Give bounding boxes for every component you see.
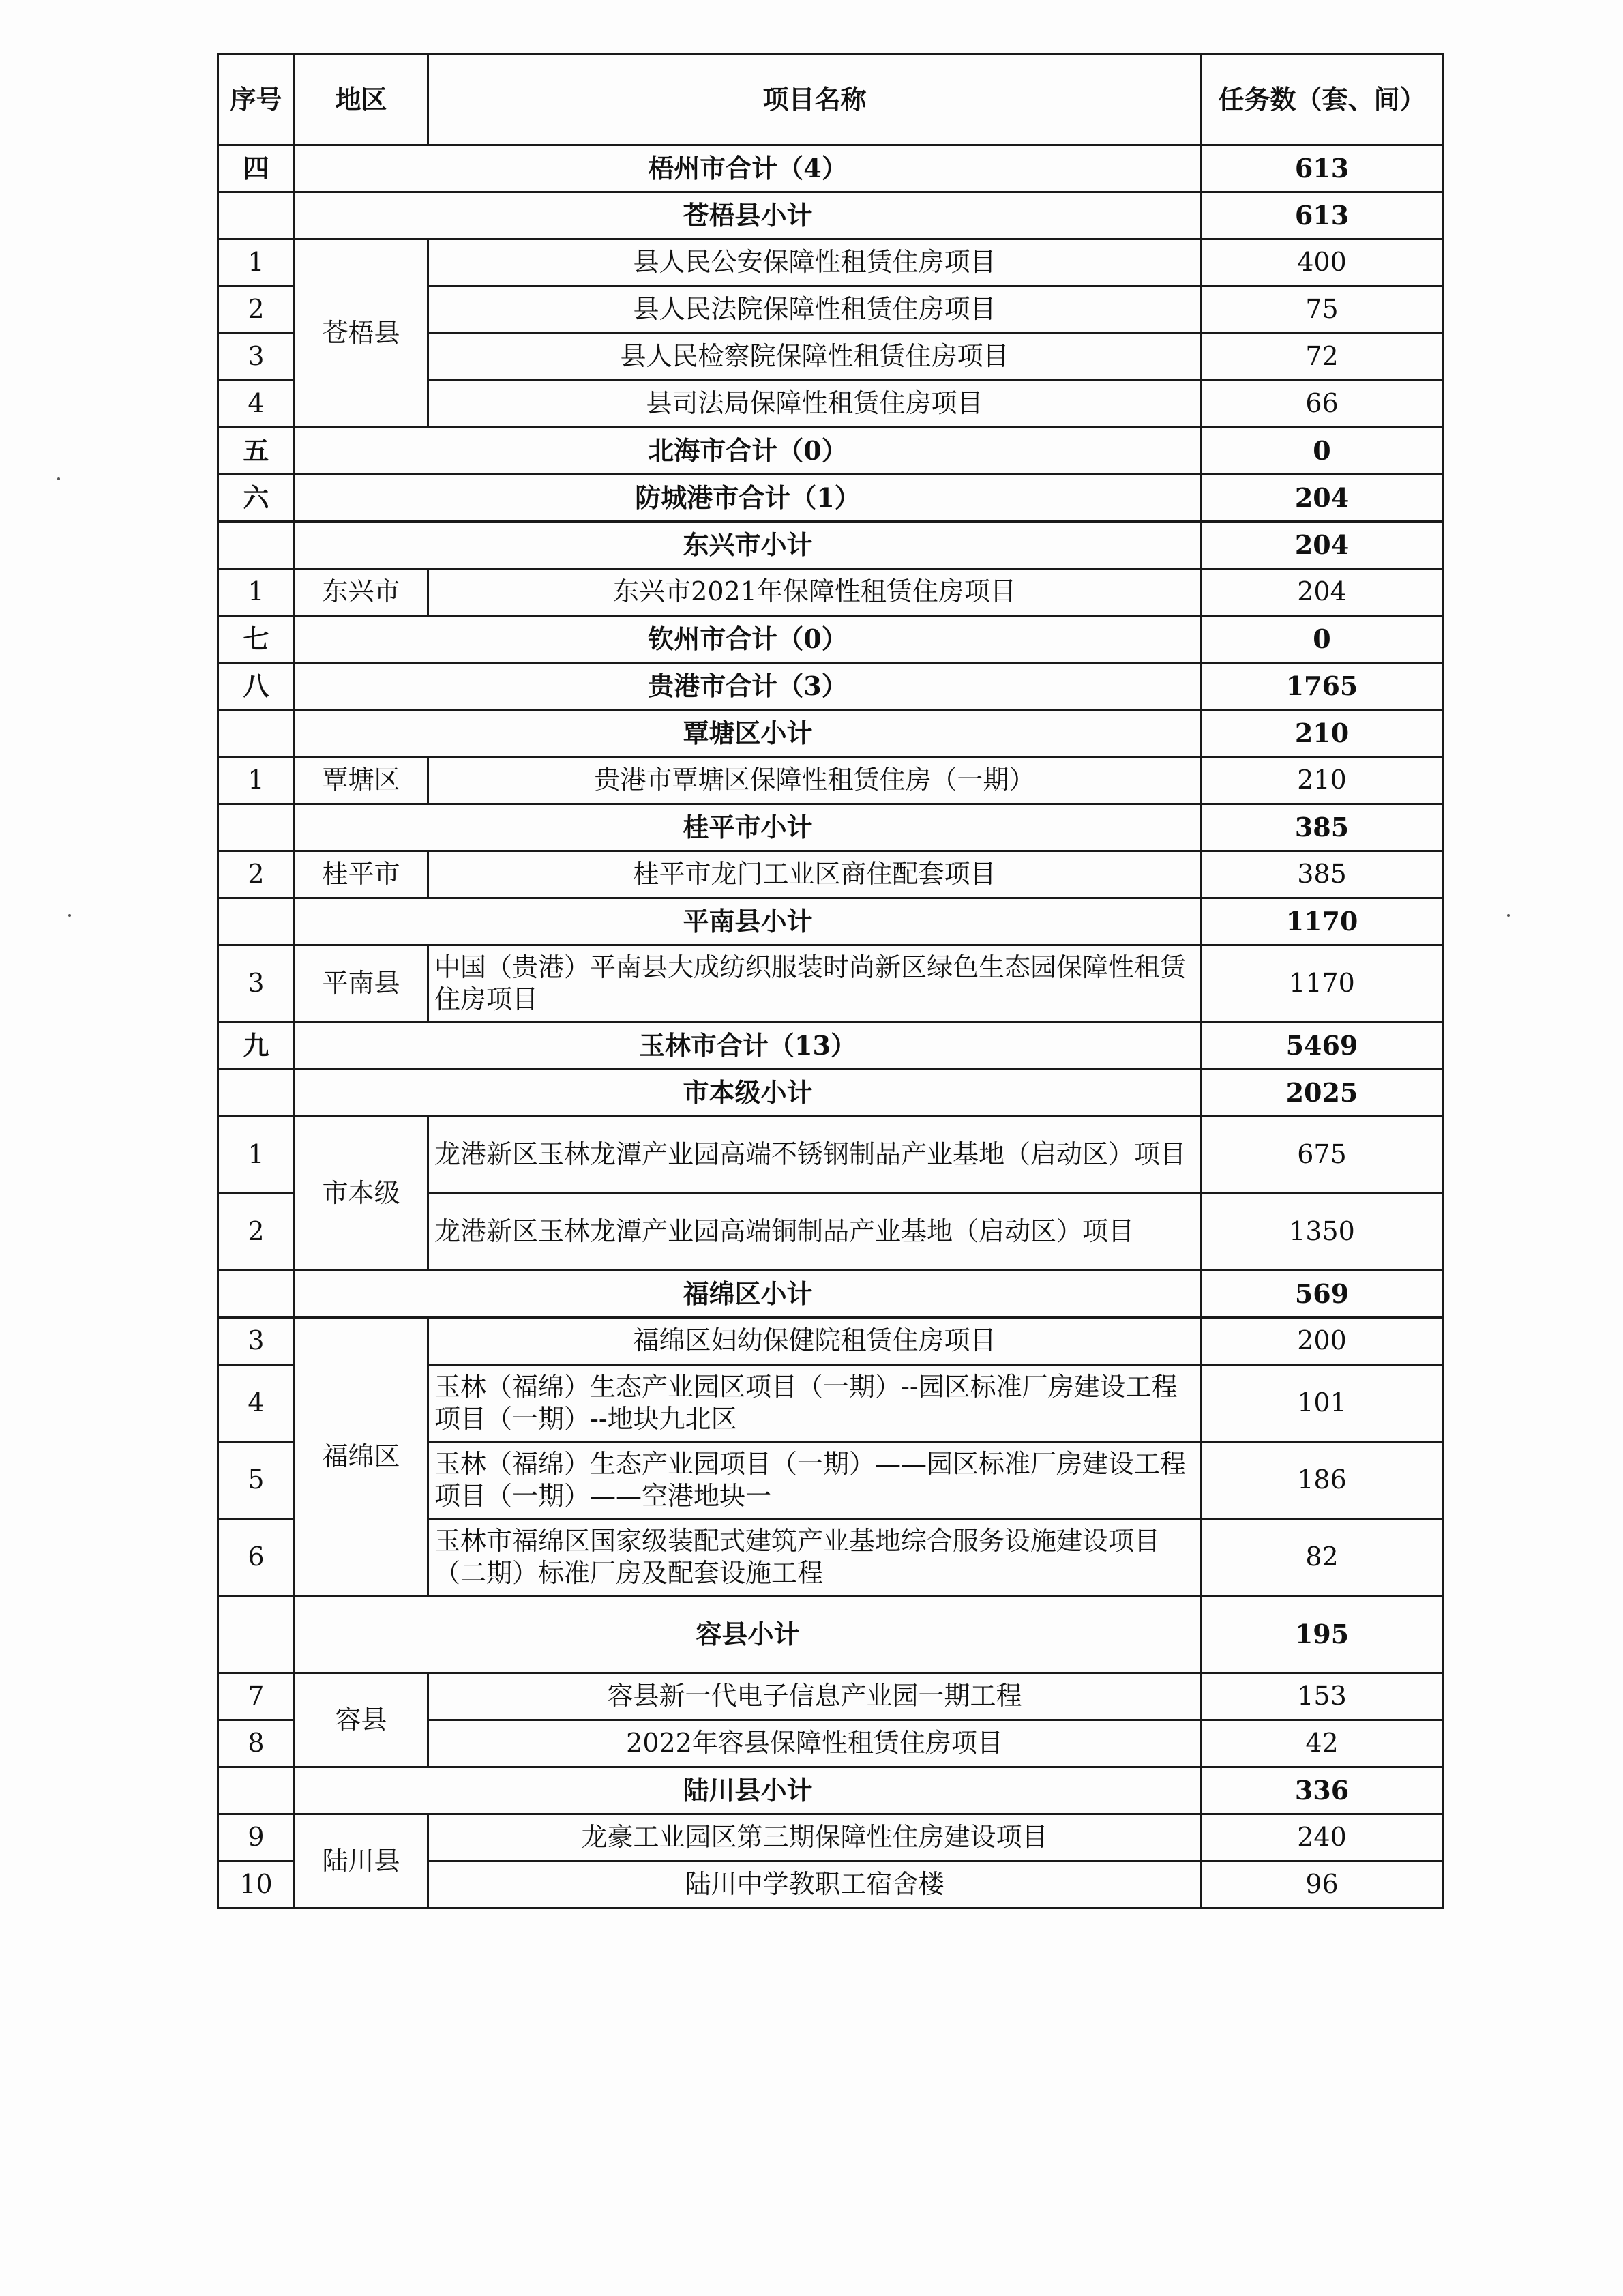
row-count: 1170 [1202, 945, 1443, 1022]
row-seq [218, 522, 295, 569]
row-seq: 6 [218, 1519, 295, 1596]
header-name: 项目名称 [428, 55, 1202, 145]
row-count: 101 [1202, 1365, 1443, 1442]
table-row [218, 569, 1443, 616]
row-name: 梧州市合计（4） [295, 145, 1202, 192]
row-count: 0 [1202, 616, 1443, 663]
row-count: 1170 [1202, 898, 1443, 945]
table-row [218, 1022, 1443, 1070]
table-row [218, 757, 1443, 804]
row-name: 桂平市龙门工业区商住配套项目 [428, 851, 1202, 898]
table-row [218, 710, 1443, 757]
row-count: 385 [1202, 804, 1443, 851]
table-row [218, 945, 1443, 1022]
table-row [218, 145, 1443, 192]
row-region: 苍梧县 [295, 239, 428, 428]
row-count: 1350 [1202, 1194, 1443, 1271]
row-name: 桂平市小计 [295, 804, 1202, 851]
row-region: 市本级 [295, 1117, 428, 1271]
row-count: 66 [1202, 381, 1443, 428]
row-name: 陆川县小计 [295, 1767, 1202, 1814]
row-name: 玉林市福绵区国家级装配式建筑产业基地综合服务设施建设项目（二期）标准厂房及配套设施工程 [428, 1519, 1202, 1596]
scan-speck [57, 477, 60, 480]
row-seq: 四 [218, 145, 295, 192]
row-region: 平南县 [295, 945, 428, 1022]
table-row [218, 898, 1443, 945]
table-row [218, 1673, 1443, 1720]
row-name: 县人民法院保障性租赁住房项目 [428, 286, 1202, 334]
row-region: 桂平市 [295, 851, 428, 898]
row-name: 福绵区小计 [295, 1271, 1202, 1318]
table-row [218, 851, 1443, 898]
table-row [218, 1767, 1443, 1814]
table-row [218, 804, 1443, 851]
row-seq: 2 [218, 1194, 295, 1271]
row-count: 204 [1202, 475, 1443, 522]
row-seq [218, 1767, 295, 1814]
row-seq: 六 [218, 475, 295, 522]
row-seq [218, 1070, 295, 1117]
row-seq: 5 [218, 1442, 295, 1519]
row-count: 210 [1202, 710, 1443, 757]
row-count: 42 [1202, 1720, 1443, 1767]
row-seq: 8 [218, 1720, 295, 1767]
row-count: 204 [1202, 522, 1443, 569]
row-name: 县司法局保障性租赁住房项目 [428, 381, 1202, 428]
row-name: 容县小计 [295, 1596, 1202, 1673]
row-region: 覃塘区 [295, 757, 428, 804]
row-name: 钦州市合计（0） [295, 616, 1202, 663]
table-header [218, 55, 1443, 145]
row-count: 204 [1202, 569, 1443, 616]
row-name: 东兴市2021年保障性租赁住房项目 [428, 569, 1202, 616]
row-count: 336 [1202, 1767, 1443, 1814]
row-name: 贵港市合计（3） [295, 663, 1202, 710]
table-row [218, 192, 1443, 239]
row-seq: 1 [218, 757, 295, 804]
row-name: 龙豪工业园区第三期保障性住房建设项目 [428, 1814, 1202, 1861]
table-row [218, 522, 1443, 569]
row-name: 龙港新区玉林龙潭产业园高端铜制品产业基地（启动区）项目 [428, 1194, 1202, 1271]
row-seq: 10 [218, 1861, 295, 1909]
row-name: 防城港市合计（1） [295, 475, 1202, 522]
row-seq: 3 [218, 945, 295, 1022]
row-count: 195 [1202, 1596, 1443, 1673]
row-count: 5469 [1202, 1022, 1443, 1070]
row-seq: 1 [218, 1117, 295, 1194]
table-row [218, 1271, 1443, 1318]
row-count: 186 [1202, 1442, 1443, 1519]
row-count: 400 [1202, 239, 1443, 286]
row-seq [218, 192, 295, 239]
scan-speck [1507, 914, 1510, 917]
row-count: 1765 [1202, 663, 1443, 710]
header-count: 任务数（套、间） [1202, 55, 1443, 145]
row-name: 覃塘区小计 [295, 710, 1202, 757]
row-name: 玉林（福绵）生态产业园项目（一期）——园区标准厂房建设工程项目（一期）——空港地块一 [428, 1442, 1202, 1519]
row-seq: 八 [218, 663, 295, 710]
row-count: 385 [1202, 851, 1443, 898]
row-count: 82 [1202, 1519, 1443, 1596]
row-name: 玉林市合计（13） [295, 1022, 1202, 1070]
table-row [218, 1814, 1443, 1861]
row-name: 福绵区妇幼保健院租赁住房项目 [428, 1318, 1202, 1365]
row-name: 玉林（福绵）生态产业园区项目（一期）--园区标准厂房建设工程项目（一期）--地块九北区 [428, 1365, 1202, 1442]
row-region: 东兴市 [295, 569, 428, 616]
row-name: 贵港市覃塘区保障性租赁住房（一期） [428, 757, 1202, 804]
row-seq [218, 804, 295, 851]
row-count: 75 [1202, 286, 1443, 334]
table-row [218, 475, 1443, 522]
row-region: 陆川县 [295, 1814, 428, 1909]
housing-task-table [217, 53, 1444, 1909]
row-name: 龙港新区玉林龙潭产业园高端不锈钢制品产业基地（启动区）项目 [428, 1117, 1202, 1194]
row-count: 613 [1202, 145, 1443, 192]
table-row [218, 1117, 1443, 1194]
row-seq: 4 [218, 1365, 295, 1442]
row-seq: 2 [218, 851, 295, 898]
row-seq: 2 [218, 286, 295, 334]
row-count: 0 [1202, 428, 1443, 475]
row-count: 613 [1202, 192, 1443, 239]
row-count: 153 [1202, 1673, 1443, 1720]
row-count: 96 [1202, 1861, 1443, 1909]
row-seq: 1 [218, 239, 295, 286]
table-row [218, 1596, 1443, 1673]
table-row [218, 663, 1443, 710]
row-count: 210 [1202, 757, 1443, 804]
row-count: 72 [1202, 334, 1443, 381]
row-seq: 3 [218, 1318, 295, 1365]
row-count: 569 [1202, 1271, 1443, 1318]
row-name: 苍梧县小计 [295, 192, 1202, 239]
row-seq: 3 [218, 334, 295, 381]
row-seq [218, 1271, 295, 1318]
row-name: 县人民检察院保障性租赁住房项目 [428, 334, 1202, 381]
row-name: 容县新一代电子信息产业园一期工程 [428, 1673, 1202, 1720]
header-seq: 序号 [218, 55, 295, 145]
row-count: 675 [1202, 1117, 1443, 1194]
row-seq: 4 [218, 381, 295, 428]
row-name: 中国（贵港）平南县大成纺织服装时尚新区绿色生态园保障性租赁住房项目 [428, 945, 1202, 1022]
row-region: 福绵区 [295, 1318, 428, 1596]
table-row [218, 616, 1443, 663]
row-count: 240 [1202, 1814, 1443, 1861]
table-row [218, 1070, 1443, 1117]
row-name: 东兴市小计 [295, 522, 1202, 569]
row-seq: 七 [218, 616, 295, 663]
table-row [218, 239, 1443, 286]
table-row [218, 428, 1443, 475]
row-seq [218, 710, 295, 757]
header-region: 地区 [295, 55, 428, 145]
row-seq: 九 [218, 1022, 295, 1070]
table-row [218, 1318, 1443, 1365]
scan-speck [68, 914, 71, 917]
row-seq [218, 898, 295, 945]
row-seq: 五 [218, 428, 295, 475]
row-seq [218, 1596, 295, 1673]
row-name: 平南县小计 [295, 898, 1202, 945]
row-seq: 7 [218, 1673, 295, 1720]
row-name: 市本级小计 [295, 1070, 1202, 1117]
row-count: 200 [1202, 1318, 1443, 1365]
row-name: 县人民公安保障性租赁住房项目 [428, 239, 1202, 286]
row-seq: 1 [218, 569, 295, 616]
row-seq: 9 [218, 1814, 295, 1861]
row-count: 2025 [1202, 1070, 1443, 1117]
row-name: 陆川中学教职工宿舍楼 [428, 1861, 1202, 1909]
row-name: 北海市合计（0） [295, 428, 1202, 475]
row-region: 容县 [295, 1673, 428, 1767]
row-name: 2022年容县保障性租赁住房项目 [428, 1720, 1202, 1767]
